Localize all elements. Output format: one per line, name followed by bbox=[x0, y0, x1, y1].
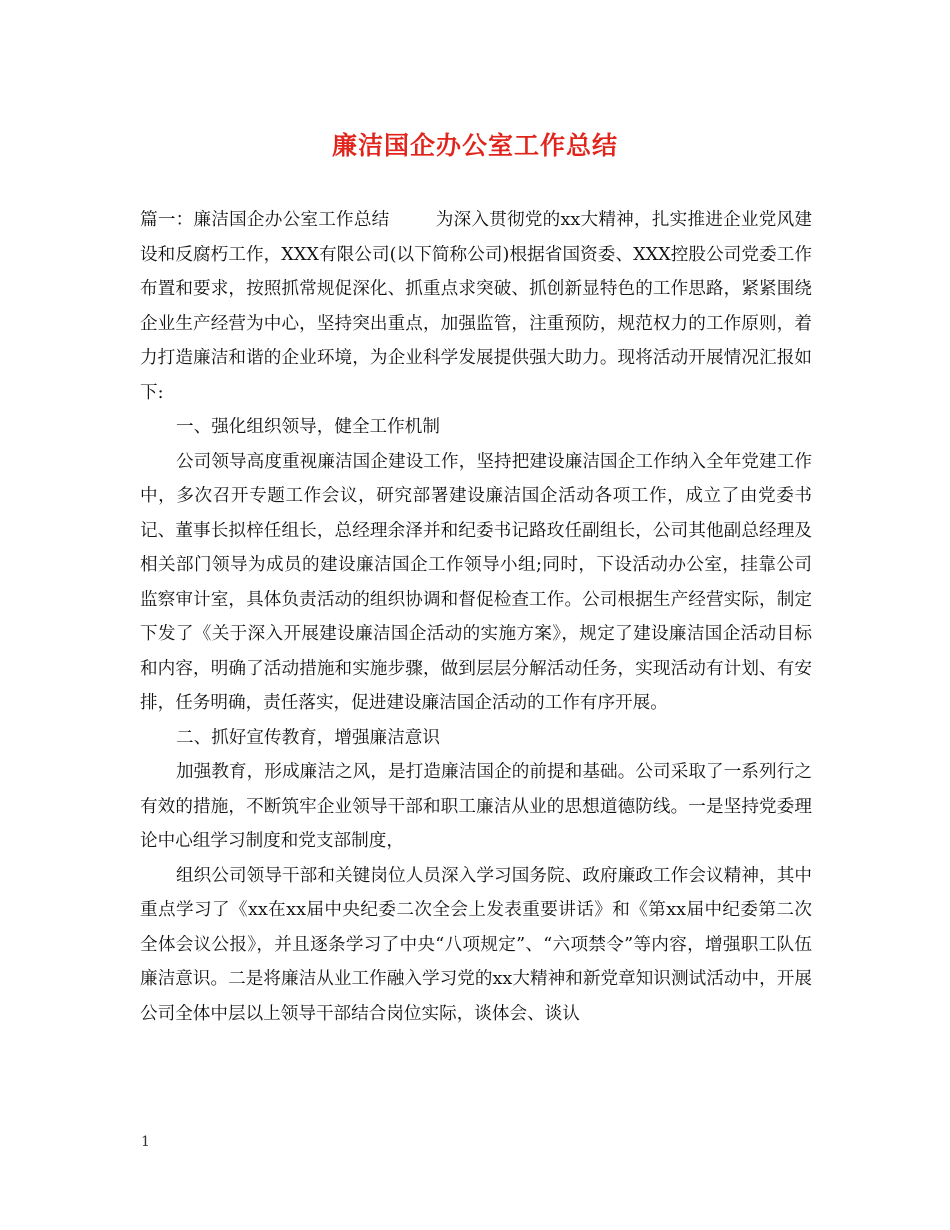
intro-paragraph bbox=[140, 203, 812, 410]
section-paragraph-3: 组织公司领导干部和关键岗位人员深入学习国务院、政府廉政工作会议精神，其中重点学习了《xx在xx届中央纪委二次全会上发表重要讲话》和《第xx届中纪委第二次全体会议公报》，并且逐条学习了中央“八项规定”、“六项禁令”等内容，增强职工队伍廉洁意识。二是将廉洁从业工作融入学习党的xx大精神和新党章知识测试活动中，开展公司全体中层以上领导干部结合岗位实际，谈体会、谈认 bbox=[140, 865, 812, 1024]
section-heading-2: 二、抓好宣传教育，增强廉洁意识 bbox=[176, 727, 440, 748]
document-body bbox=[140, 203, 812, 1031]
intro-label: 篇一：廉洁国企办公室工作总结 bbox=[140, 210, 390, 230]
section-paragraph-1: 公司领导高度重视廉洁国企建设工作，坚持把建设廉洁国企工作纳入全年党建工作中，多次召开专题工作会议，研究部署建设廉洁国企活动各项工作，成立了由党委书记、董事长拟梓任组长，总经理余泽并和纪委书记路玫任副组长，公司其他副总经理及相关部门领导为成员的建设廉洁国企工作领导小组;同时，下设活动办公室，挂靠公司监察审计室，具体负责活动的组织协调和督促检查工作。公司根据生产经营实际，制定下发了《关于深入开展建设廉洁国企活动的实施方案》，规定了建设廉洁国企活动目标和内容，明确了活动措施和实施步骤，做到层层分解活动任务，实现活动有计划、有安排，任务明确，责任落实，促进建设廉洁国企活动的工作有序开展。 bbox=[140, 451, 812, 713]
section-heading-1: 一、强化组织领导，健全工作机制 bbox=[176, 417, 440, 437]
intro-text: 为深入贯彻党的xx大精神，扎实推进企业党风建设和反腐朽工作，XXX有限公司(以下简称公司)根据省国资委、XXX控股公司党委工作布置和要求，按照抓常规促深化、抓重点求突破、抓创新显特色的工作思路，紧紧围绕企业生产经营为中心，坚持突出重点，加强监管，注重预防，规范权力的工作原则，着力打造廉洁和谐的企业环境，为企业科学发展提供强大助力。现将活动开展情况汇报如下: bbox=[140, 210, 812, 403]
document-title: 廉洁国企办公室工作总结 bbox=[331, 131, 618, 160]
section-paragraph-2: 加强教育，形成廉洁之风，是打造廉洁国企的前提和基础。公司采取了一系列行之有效的措施，不断筑牢企业领导干部和职工廉洁从业的思想道德防线。一是坚持党委理论中心组学习制度和党支部制度， bbox=[140, 762, 812, 851]
page-number: 1 bbox=[141, 1134, 150, 1150]
